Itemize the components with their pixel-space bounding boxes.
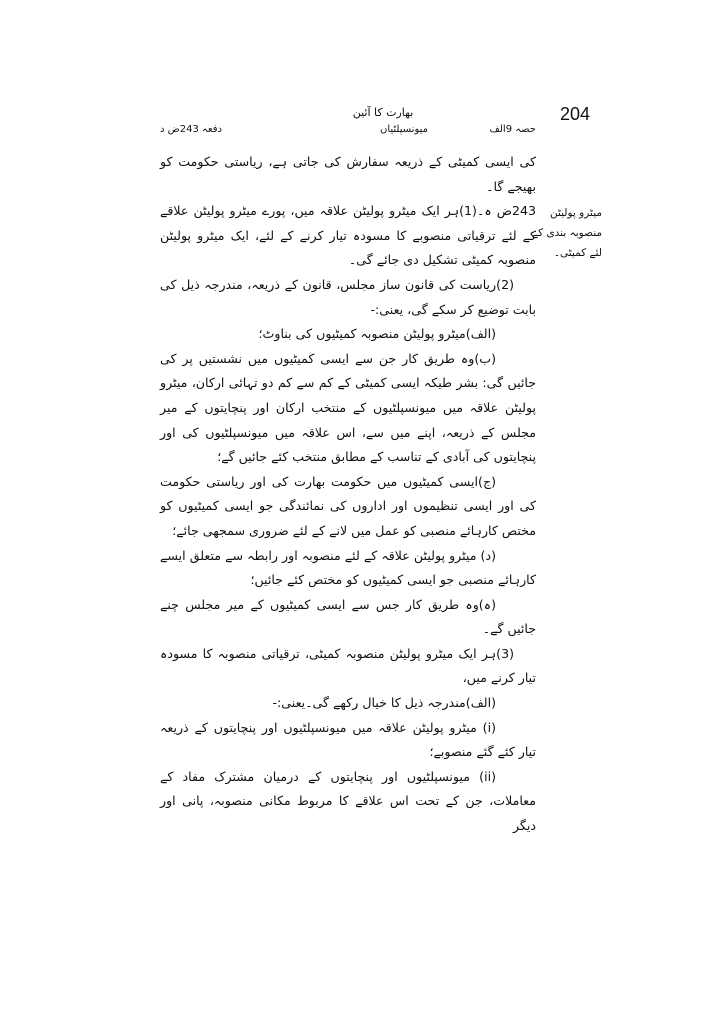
page-header	[160, 124, 536, 138]
header-article: دفعہ 243ض د	[160, 124, 222, 135]
paragraph: (ہ)وہ طریق کار جس سے ایسی کمیٹیوں کے میر مجلس چنے جائیں گے۔	[160, 596, 536, 637]
header-topic: میونسپلٹیاں	[380, 124, 428, 135]
main-text	[160, 150, 536, 839]
paragraph: (الف)مندرجہ ذیل کا خیال رکھے گی۔یعنی:-	[272, 695, 496, 711]
paragraph: (3)ہر ایک میٹرو پولیٹن منصوبہ کمیٹی، ترقیاتی منصوبہ کا مسودہ تیار کرنے میں،	[160, 645, 536, 686]
header-part: حصہ 9الف	[489, 124, 536, 135]
paragraph: (د) میٹرو پولیٹن علاقہ کے لئے منصوبہ اور رابطہ سے متعلق ایسے کارہائے منصبی جو ایسی کمیٹیوں کو مختص کئے جائیں؛	[160, 547, 536, 588]
paragraph: کی ایسی کمیٹی کے ذریعہ سفارش کی جاتی ہے، ریاستی حکومت کو بھیجے گا۔	[160, 154, 536, 194]
paragraph: (2)ریاست کی قانون ساز مجلس، قانون کے ذریعہ، مندرجہ ذیل کی بابت توضیع کر سکے گی، یعنی:-	[160, 276, 536, 317]
paragraph: (ب)وہ طریق کار جن سے ایسی کمیٹیوں میں نشستیں پر کی جائیں گی: بشر طیکہ ایسی کمیٹی کے کم سے کم دو تہائی ارکان، میٹرو پولیٹن علاقہ میں میونسپلٹیوں کے منتخب ارکان اور پنچایتوں کے میر مجلس کے ذریعہ، اپنے میں سے، اس علاقہ میں میونسپلٹیوں کی اور پنچایتوں کی آبادی کے تناسب کے مطابق منتخب کئے جائیں گے؛	[160, 350, 536, 465]
paragraph: (ج)ایسی کمیٹیوں میں حکومت بھارت کی اور ریاستی حکومت کی اور ایسی تنظیموں اور اداروں کی نمائندگی جو ایسی کمیٹیوں کو مختص کارہائے منصبی کو عمل میں لانے کے لئے ضروری سمجھی جائے؛	[160, 473, 536, 538]
running-title: بھارت کا آئین	[352, 106, 414, 119]
paragraph: (ii) میونسپلٹیوں اور پنچایتوں کے درمیان مشترک مفاد کے معاملات، جن کے تحت اس علاقے کا مربوط مکانی منصوبہ، پانی اور دیگر	[160, 768, 536, 834]
paragraph: (i) میٹرو پولیٹن علاقہ میں میونسپلٹیوں اور پنچایتوں کے ذریعہ تیار کئے گئے منصوبے؛	[160, 719, 536, 760]
paragraph: 243ض ہ۔(1)ہر ایک میٹرو پولیٹن علاقہ میں، پورے میٹرو پولیٹن علاقے کے لئے ترقیاتی منصوبے کا مسودہ تیار کرنے کے لئے، ایک میٹرو پولیٹن منصوبہ کمیٹی تشکیل دی جائے گی۔	[160, 203, 536, 268]
marginal-note: میٹرو پولیٹن منصوبہ بندی کے لئے کمیٹی۔	[531, 207, 602, 259]
page-number: 204	[560, 104, 591, 124]
paragraph: (الف)میٹرو پولیٹن منصوبہ کمیٹیوں کی بناوٹ؛	[258, 326, 496, 342]
